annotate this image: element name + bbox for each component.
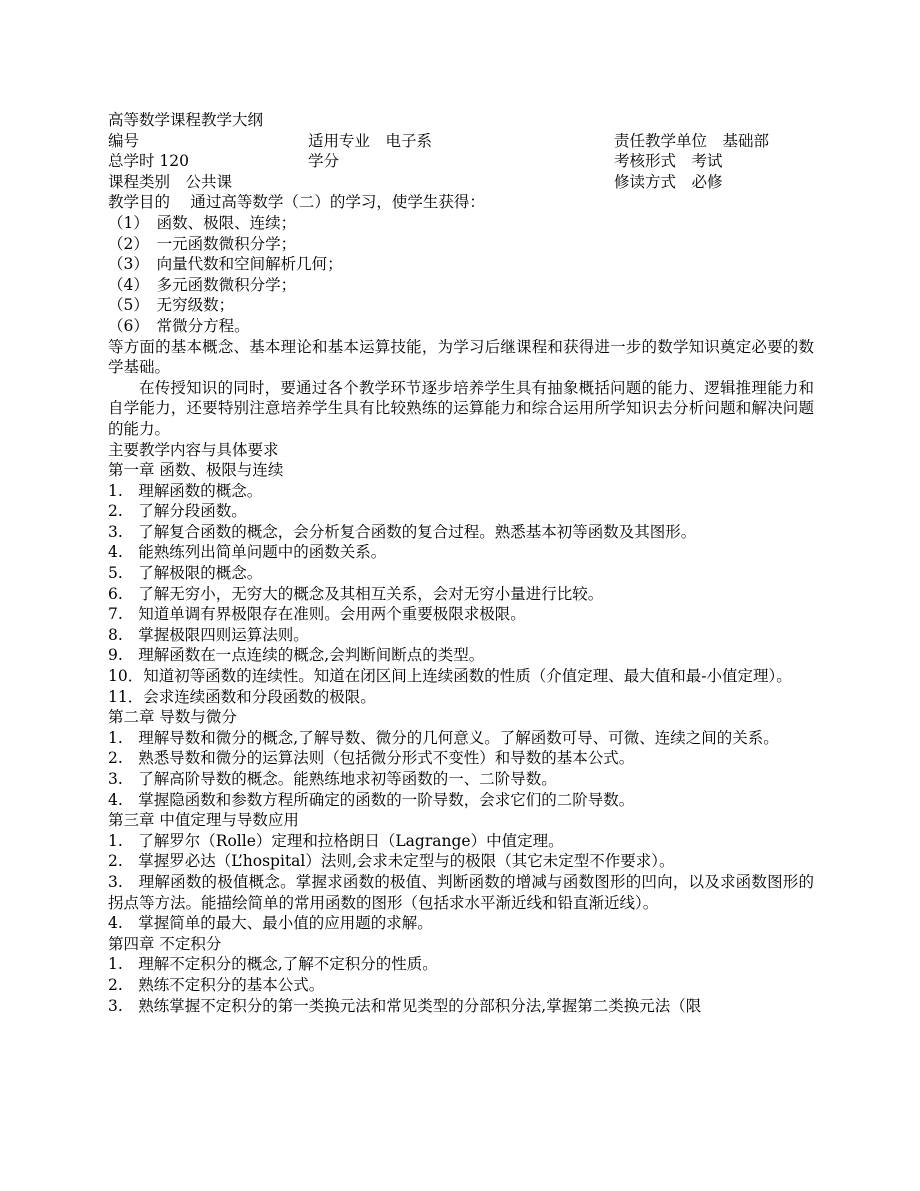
chapter-1-title: 第一章 函数、极限与连续	[108, 461, 284, 480]
list-item: 4. 能熟练列出简单问题中的函数关系。	[108, 543, 387, 562]
list-item: 2. 熟练不定积分的基本公式。	[108, 975, 325, 994]
purpose-intro: 教学目的 通过高等数学（二）的学习，使学生获得：	[108, 193, 485, 212]
course-code: 编号	[108, 131, 140, 150]
total-hours: 总学时 120	[108, 152, 190, 171]
list-item: 3. 了解复合函数的概念，会分析复合函数的复合过程。熟悉基本初等函数及其图形。	[108, 522, 697, 541]
list-item: 4. 掌握隐函数和参数方程所确定的函数的一阶导数，会求它们的二阶导数。	[108, 790, 635, 809]
purpose-item: （5） 无穷级数；	[108, 296, 235, 315]
purpose-item: （6） 常微分方程。	[108, 316, 250, 335]
list-item: 2. 了解分段函数。	[108, 502, 247, 521]
list-item: 7. 知道单调有界极限存在准则。会用两个重要极限求极限。	[108, 605, 526, 624]
list-item: 4. 掌握简单的最大、最小值的应用题的求解。	[108, 914, 433, 933]
list-item: 2. 掌握罗必达（L’hospital）法则,会求未定型与的极限（其它未定型不作要求）。	[108, 852, 675, 871]
purpose-item: （2） 一元函数微积分学；	[108, 234, 297, 253]
purpose-item: （1） 函数、极限、连续；	[108, 213, 297, 232]
list-item: 1. 理解导数和微分的概念,了解导数、微分的几何意义。了解函数可导、可微、连续之间的关系。	[108, 728, 779, 747]
document-page	[108, 110, 814, 1016]
list-item: 11．会求连续函数和分段函数的极限。	[108, 687, 376, 706]
list-item: 1. 理解函数的概念。	[108, 481, 263, 500]
meta-row-1	[108, 131, 814, 152]
list-item: 10．知道初等函数的连续性。知道在闭区间上连续函数的性质（介值定理、最大值和最-小值定理）。	[108, 667, 792, 686]
meta-row-3	[108, 172, 814, 193]
doc-title: 高等数学课程教学大纲	[108, 111, 264, 129]
list-item: 6. 了解无穷小，无穷大的概念及其相互关系，会对无穷小量进行比较。	[108, 584, 604, 603]
chapter-4-title: 第四章 不定积分	[108, 934, 222, 953]
chapter-2-title: 第二章 导数与微分	[108, 708, 237, 727]
applicable-major: 适用专业 电子系	[308, 131, 433, 150]
purpose-item: （3） 向量代数和空间解析几何；	[108, 255, 343, 274]
purpose-paragraph-2: 在传授知识的同时，要通过各个教学环节逐步培养学生具有抽象概括问题的能力、逻辑推理能力和自学能力，还要特别注意培养学生具有比较熟练的运算能力和综合运用所学知识去分析问题和解决问题的能力。	[108, 378, 814, 438]
study-mode: 修读方式 必修	[614, 172, 723, 191]
list-item: 3. 熟练掌握不定积分的第一类换元法和常见类型的分部积分法,掌握第二类换元法（限	[108, 996, 702, 1015]
credits: 学分	[308, 152, 340, 171]
assessment-form: 考核形式 考试	[614, 152, 723, 171]
course-category: 课程类别 公共课	[108, 172, 233, 191]
list-item: 2. 熟悉导数和微分的运算法则（包括微分形式不变性）和导数的基本公式。	[108, 749, 635, 768]
list-item: 9. 理解函数在一点连续的概念,会判断间断点的类型。	[108, 646, 485, 665]
list-item: 3. 了解高阶导数的概念。能熟练地求初等函数的一、二阶导数。	[108, 770, 557, 788]
list-item: 8. 掌握极限四则运算法则。	[108, 625, 309, 644]
main-heading: 主要教学内容与具体要求	[108, 440, 279, 459]
meta-row-2	[108, 151, 814, 172]
purpose-item: （4） 多元函数微积分学；	[108, 275, 297, 294]
list-item: 1. 理解不定积分的概念,了解不定积分的性质。	[108, 955, 438, 974]
list-item: 3. 理解函数的极值概念。掌握求函数的极值、判断函数的增减与函数图形的凹向，以及求函数图形的拐点等方法。能描绘简单的常用函数的图形（包括求水平渐近线和铅直渐近线）。	[108, 872, 814, 912]
responsible-unit: 责任教学单位 基础部	[614, 131, 770, 150]
chapter-3-title: 第三章 中值定理与导数应用	[108, 811, 299, 830]
list-item: 1. 了解罗尔（Rolle）定理和拉格朗日（Lagrange）中值定理。	[108, 831, 564, 850]
list-item: 5. 了解极限的概念。	[108, 564, 263, 583]
purpose-paragraph: 等方面的基本概念、基本理论和基本运算技能，为学习后继课程和获得进一步的数学知识奠定必要的数学基础。	[108, 337, 814, 377]
